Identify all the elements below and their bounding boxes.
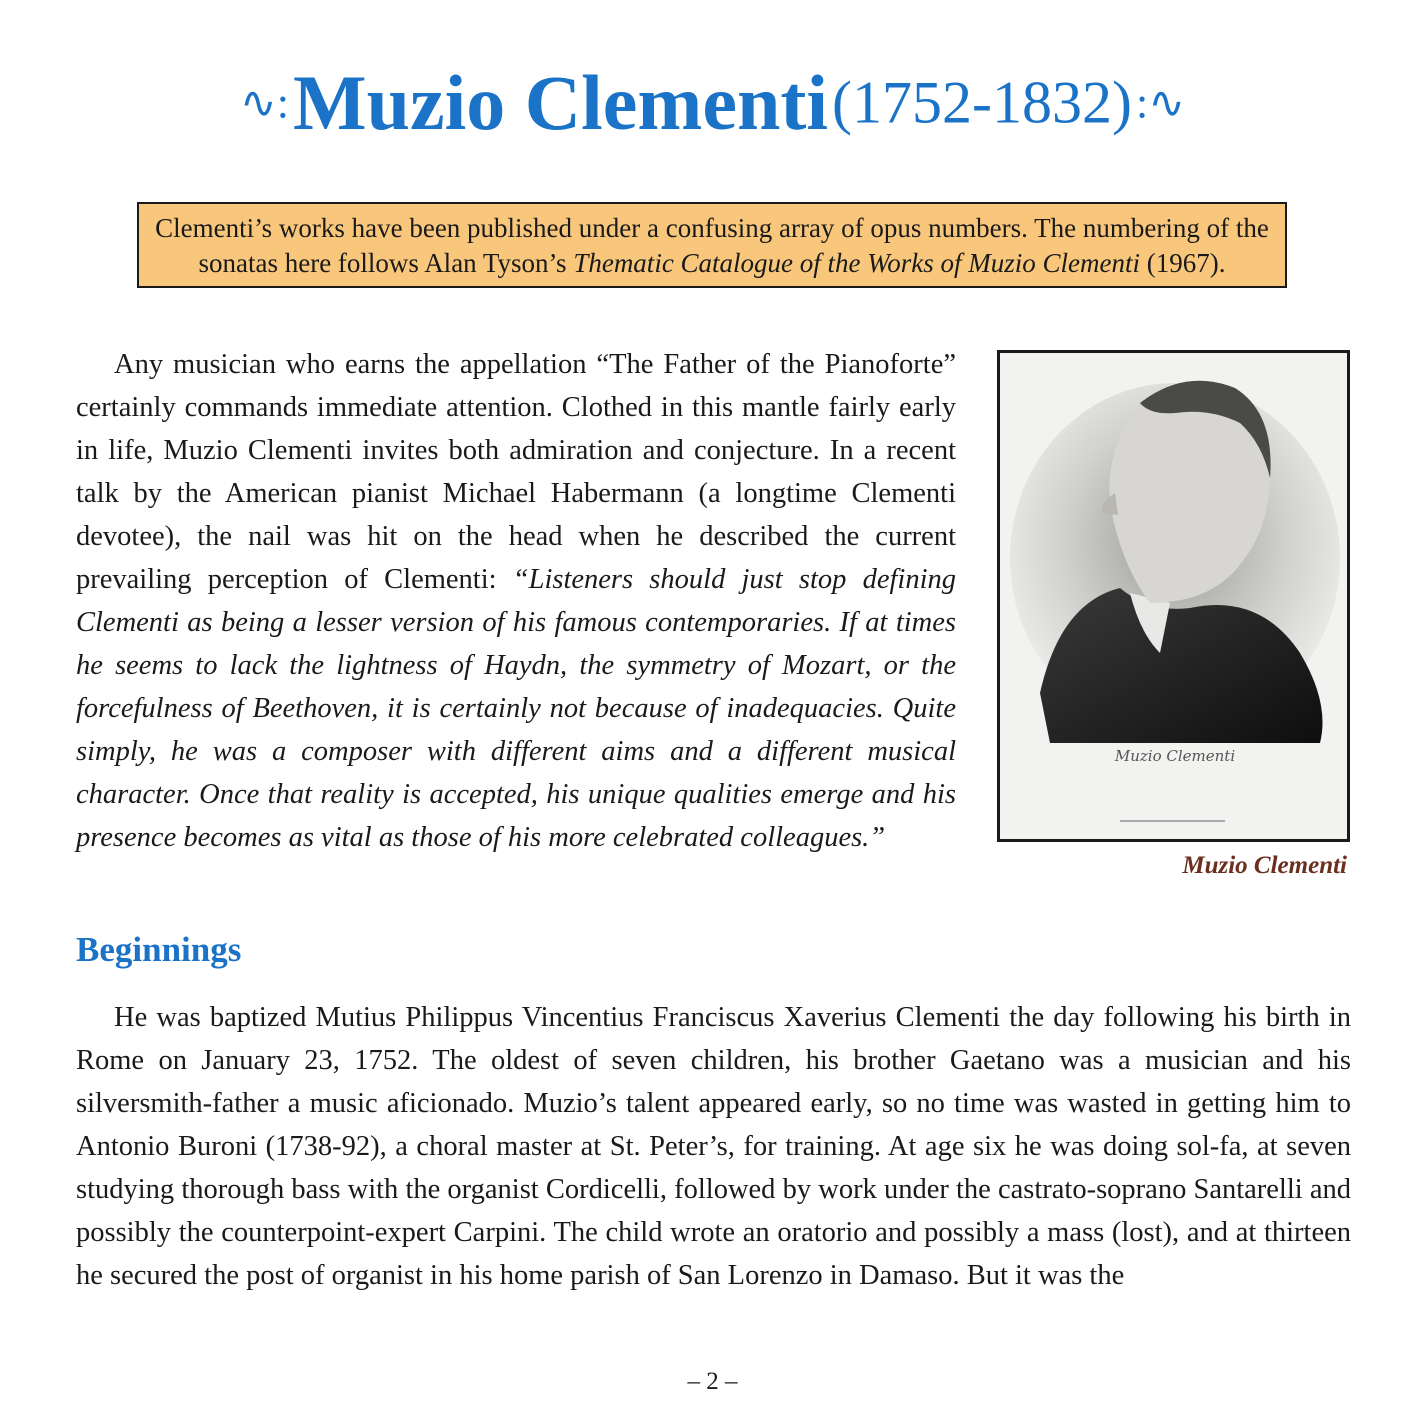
portrait-engraving bbox=[1000, 353, 1347, 839]
habermann-quote: “Listeners should just stop defining Clementi as being a lesser version of his famous contemporaries. If at times he seems to lack the lightness of Haydn, the symmetry of Mozart, or the forcefulness of Beethoven, it is certainly not because of inadequacies. Quite simply, he was a composer with different aims and a different musical character. Once that reality is accepted, his unique qualities emerge and his presence becomes as vital as those of his more celebrated colleagues.” bbox=[76, 564, 956, 853]
portrait-image bbox=[997, 350, 1350, 842]
composer-name: Muzio Clementi bbox=[293, 59, 829, 146]
beginnings-paragraph bbox=[76, 996, 1351, 1297]
beginnings-text: He was baptized Mutius Philippus Vincentius Franciscus Xaverius Clementi the day following his birth in Rome on January 23, 1752. The oldest of seven children, his brother Gaetano was a musician and his silversmith-father a music aficionado. Muzio’s talent appeared early, so no time was wasted in getting him to Antonio Buroni (1738-92), a choral master at St. Peter’s, for training. At age six he was doing sol-fa, at seven studying thorough bass with the organist Cordicelli, followed by work under the castrato-soprano Santarelli and possibly the counterpoint-expert Carpini. The child wrote an oratorio and possibly a mass (lost), and at thirteen he secured the post of organist in his home parish of San Lorenzo in Damaso. But it was the bbox=[76, 1002, 1351, 1291]
page-title bbox=[0, 58, 1425, 148]
page-number: – 2 – bbox=[687, 1368, 738, 1395]
intro-text: Any musician who earns the appellation “The Father of the Pianoforte” certainly commands immediate attention. Clothed in this mantle fairly early in life, Muzio Clementi invites both admiration and conjecture. In a recent talk by the American pianist Michael Habermann (a longtime Clementi devotee), the nail was hit on the head when he described the current prevailing perception of Clementi: bbox=[76, 349, 956, 595]
composer-years: (1752-1832) bbox=[832, 69, 1132, 136]
note-text-1: Clementi’s works have been published under a confusing array of opus numbers. The numbering of the sonatas here follows Alan Tyson’s bbox=[155, 213, 1269, 278]
svg-text:Muzio Clementi: Muzio Clementi bbox=[1114, 747, 1236, 765]
signature bbox=[1114, 747, 1235, 765]
note-catalogue-title: Thematic Catalogue of the Works of Muzio Clementi bbox=[573, 248, 1141, 278]
right-ornament: :∿ bbox=[1135, 78, 1186, 128]
note-text-2: (1967). bbox=[1140, 248, 1226, 278]
section-heading: Beginnings bbox=[76, 930, 242, 969]
intro-paragraph bbox=[76, 343, 956, 859]
portrait-caption: Muzio Clementi bbox=[1182, 852, 1347, 879]
left-ornament: ∿: bbox=[239, 78, 289, 128]
catalogue-note-box bbox=[137, 202, 1287, 288]
